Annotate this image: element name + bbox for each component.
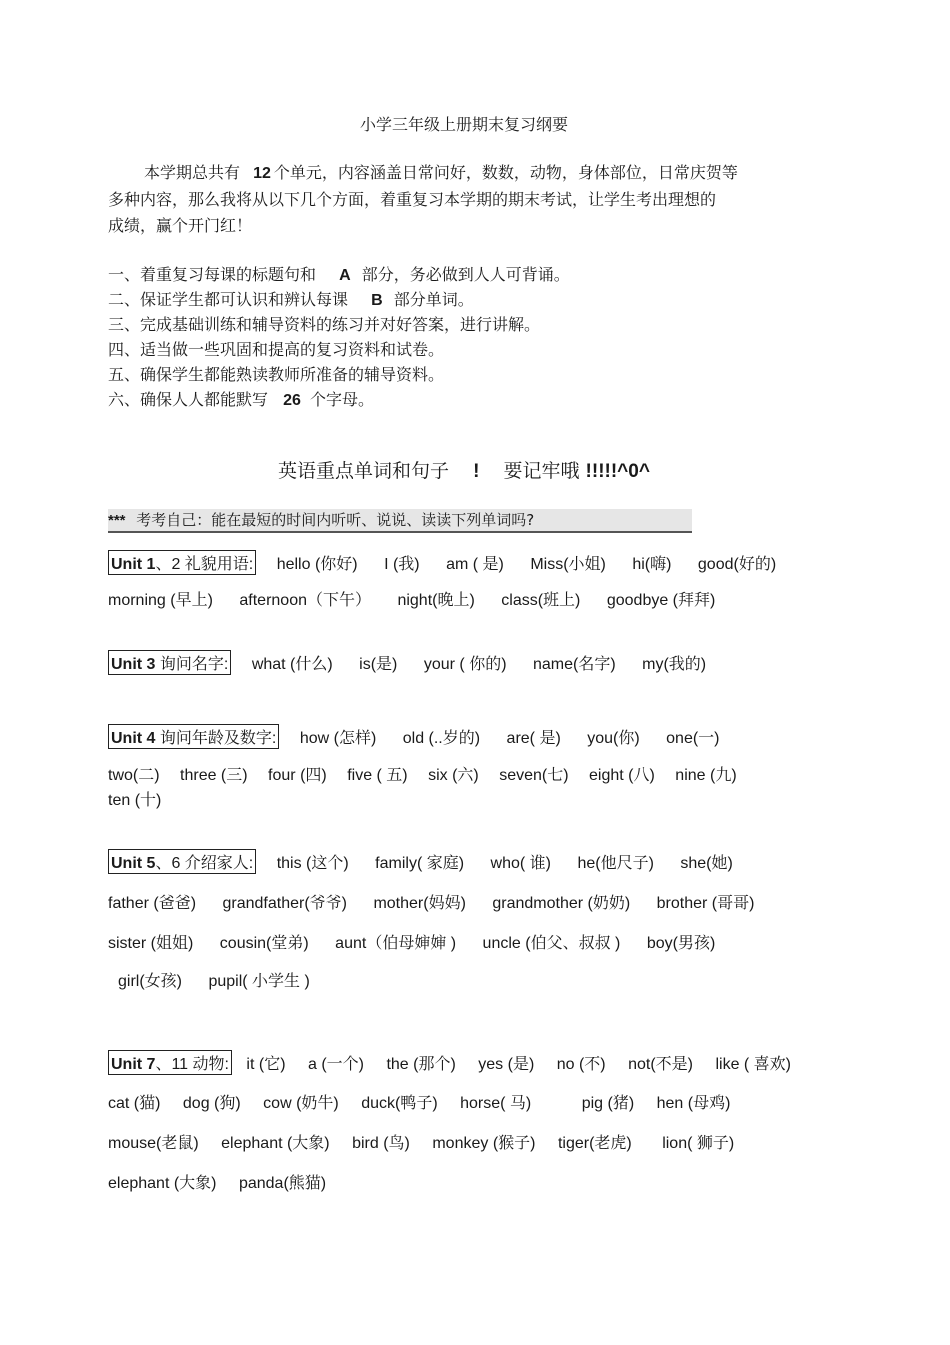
vocab-word: it (它) [246, 1056, 286, 1073]
review-item-1 [108, 262, 570, 285]
heading-excl: ! [473, 461, 480, 482]
vocab-word: girl(女孩) [118, 973, 182, 990]
vocab-word: hi(嗨) [632, 556, 672, 573]
vocab-word: morning (早上) [108, 592, 213, 609]
vocab-word: grandmother (奶奶) [492, 895, 631, 912]
quiz-text: 考考自己：能在最短的时间内听听、说说、读读下列单词吗? [136, 511, 535, 529]
vocab-row-unit711 [108, 1050, 791, 1075]
unit-label-box [108, 550, 256, 575]
vocab-row [108, 1130, 734, 1153]
vocab-word: seven(七) [499, 767, 569, 784]
vocab-word: cat (猫) [108, 1095, 161, 1112]
vocab-word: six (六) [428, 767, 479, 784]
review-item-2 [108, 287, 474, 310]
vocab-word: a (一个) [307, 1056, 364, 1073]
vocab-word: aunt（伯母婶婶 ) [335, 935, 457, 952]
vocab-word: uncle (伯父、叔叔 ) [482, 935, 621, 952]
vocab-word: monkey (猴子) [432, 1135, 536, 1152]
quiz-banner [108, 509, 692, 533]
vocab-word: elephant (大象) [108, 1175, 217, 1192]
unit-number: Unit 4 [111, 730, 156, 747]
quiz-stars: *** [108, 512, 126, 529]
vocab-word: hen (母鸡) [656, 1095, 731, 1112]
vocab-word: are( 是) [506, 730, 561, 747]
vocab-row-unit3 [108, 650, 706, 675]
vocab-word: hello (你好) [276, 556, 358, 573]
item-bold: 26 [283, 392, 301, 409]
vocab-word: she(她) [680, 855, 733, 872]
vocab-word: elephant (大象) [221, 1135, 330, 1152]
vocab-word: two(二) [108, 767, 160, 784]
vocab-row-unit56 [108, 849, 733, 874]
item-text: 部分，务必做到人人可背诵。 [361, 265, 570, 284]
vocab-word: father (爸爸) [108, 895, 197, 912]
item-bold: B [371, 292, 383, 309]
vocab-word: who( 谁) [490, 855, 551, 872]
item-text: 部分单词。 [393, 290, 474, 309]
item-bold: A [339, 267, 351, 284]
vocab-word: the (那个) [386, 1056, 456, 1073]
vocab-word: how (怎样) [299, 730, 377, 747]
intro-unit-count: 12 [253, 165, 271, 182]
vocab-word: your ( 你的) [423, 656, 507, 673]
vocab-word: bird (鸟) [352, 1135, 410, 1152]
intro-line1-a: 本学期总共有 [144, 163, 241, 182]
vocab-word: like ( 喜欢) [715, 1056, 792, 1073]
unit-number: Unit 7 [111, 1056, 156, 1073]
vocab-word: grandfather(爷爷) [222, 895, 347, 912]
review-item-3: 三、完成基础训练和辅导资料的练习并对好答案，进行讲解。 [108, 315, 541, 334]
vocab-word: tiger(老虎) [557, 1135, 632, 1152]
vocab-word: yes (是) [478, 1056, 535, 1073]
document-title: 小学三年级上册期末复习纲要 [359, 115, 568, 134]
unit-topic: 、6 介绍家人: [155, 855, 254, 872]
unit-topic: 、2 礼貌用语: [155, 556, 254, 573]
unit-label-box [108, 1050, 232, 1075]
review-item-4: 四、适当做一些巩固和提高的复习资料和试卷。 [108, 340, 445, 359]
vocab-row [108, 787, 161, 810]
vocab-word: dog (狗) [182, 1095, 241, 1112]
vocab-word: cousin(堂弟) [219, 935, 309, 952]
vocab-word: goodbye (拜拜) [606, 592, 716, 609]
vocab-word: class(班上) [501, 592, 581, 609]
unit-label-box [108, 849, 256, 874]
vocab-word: ten (十) [108, 792, 162, 809]
intro-line2: 多种内容，那么我将从以下几个方面，着重复习本学期的期末考试，让学生考出理想的 [108, 190, 717, 209]
vocab-word: old (..岁的) [402, 730, 481, 747]
intro-line3: 成绩，赢个开门红！ [108, 216, 253, 235]
vocab-row [108, 890, 754, 913]
heading-text2: 要记牢哦 [503, 460, 580, 482]
unit-number: Unit 1 [111, 556, 156, 573]
vocab-word: lion( 狮子) [662, 1135, 735, 1152]
review-item-6 [108, 387, 374, 410]
vocab-word: panda(熊猫) [238, 1175, 327, 1192]
item-text: 个字母。 [310, 390, 375, 409]
vocab-word: good(好的) [697, 556, 777, 573]
vocab-row-unit12 [108, 550, 776, 575]
vocab-row [108, 762, 737, 785]
vocab-row [108, 1170, 326, 1193]
unit-topic: 询问名字: [155, 656, 229, 673]
intro-paragraph [108, 160, 828, 239]
vocab-word: horse( 马) [460, 1095, 532, 1112]
vocab-word: duck(鸭子) [361, 1095, 438, 1112]
vocab-word: I (我) [384, 556, 420, 573]
section-heading [0, 456, 928, 483]
vocab-word: what (什么) [251, 656, 333, 673]
item-text: 二、保证学生都可认识和辨认每课 [108, 290, 349, 309]
vocab-word: no (不) [556, 1056, 606, 1073]
unit-topic: 、11 动物: [155, 1056, 229, 1073]
unit-number: Unit 5 [111, 855, 156, 872]
heading-tail: !!!!!^0^ [585, 461, 650, 482]
vocab-word: nine (九) [675, 767, 737, 784]
vocab-word: three (三) [180, 767, 248, 784]
vocab-word: you(你) [587, 730, 640, 747]
heading-text: 英语重点单词和句子 [278, 460, 450, 482]
vocab-word: afternoon（下午） [239, 592, 371, 609]
intro-line1-b: 个单元，内容涵盖日常问好，数数，动物，身体部位，日常庆贺等 [273, 163, 738, 182]
vocab-word: mother(妈妈) [373, 895, 466, 912]
vocab-row [108, 1090, 730, 1113]
vocab-row [118, 968, 310, 991]
vocab-word: pupil( 小学生 ) [208, 973, 310, 990]
vocab-word: boy(男孩) [646, 935, 716, 952]
vocab-row [108, 930, 715, 953]
unit-number: Unit 3 [111, 656, 156, 673]
vocab-word: is(是) [359, 656, 398, 673]
unit-label-box [108, 724, 279, 749]
unit-label-box [108, 650, 231, 675]
vocab-word: five ( 五) [347, 767, 408, 784]
vocab-word: am ( 是) [446, 556, 504, 573]
vocab-word: this (这个) [276, 855, 349, 872]
vocab-word: brother (哥哥) [656, 895, 755, 912]
unit-topic: 询问年龄及数字: [155, 730, 277, 747]
vocab-word: my(我的) [642, 656, 707, 673]
vocab-word: mouse(老鼠) [108, 1135, 199, 1152]
vocab-word: one(一) [666, 730, 720, 747]
vocab-word: Miss(小姐) [530, 556, 606, 573]
item-text: 一、着重复习每课的标题句和 [108, 265, 317, 284]
vocab-word: sister (姐姐) [108, 935, 194, 952]
vocab-word: pig (猪) [581, 1095, 635, 1112]
vocab-word: cow (奶牛) [263, 1095, 339, 1112]
vocab-word: family( 家庭) [375, 855, 465, 872]
vocab-row-unit4 [108, 724, 720, 749]
vocab-word: he(他尺子) [577, 855, 654, 872]
vocab-word: name(名字) [532, 656, 616, 673]
review-item-5: 五、确保学生都能熟读教师所准备的辅导资料。 [108, 365, 445, 384]
vocab-word: night(晚上) [397, 592, 475, 609]
item-text: 六、确保人人都能默写 [108, 390, 269, 409]
vocab-word: eight (八) [589, 767, 655, 784]
vocab-word: not(不是) [628, 1056, 693, 1073]
vocab-row [108, 587, 715, 610]
vocab-word: four (四) [268, 767, 327, 784]
